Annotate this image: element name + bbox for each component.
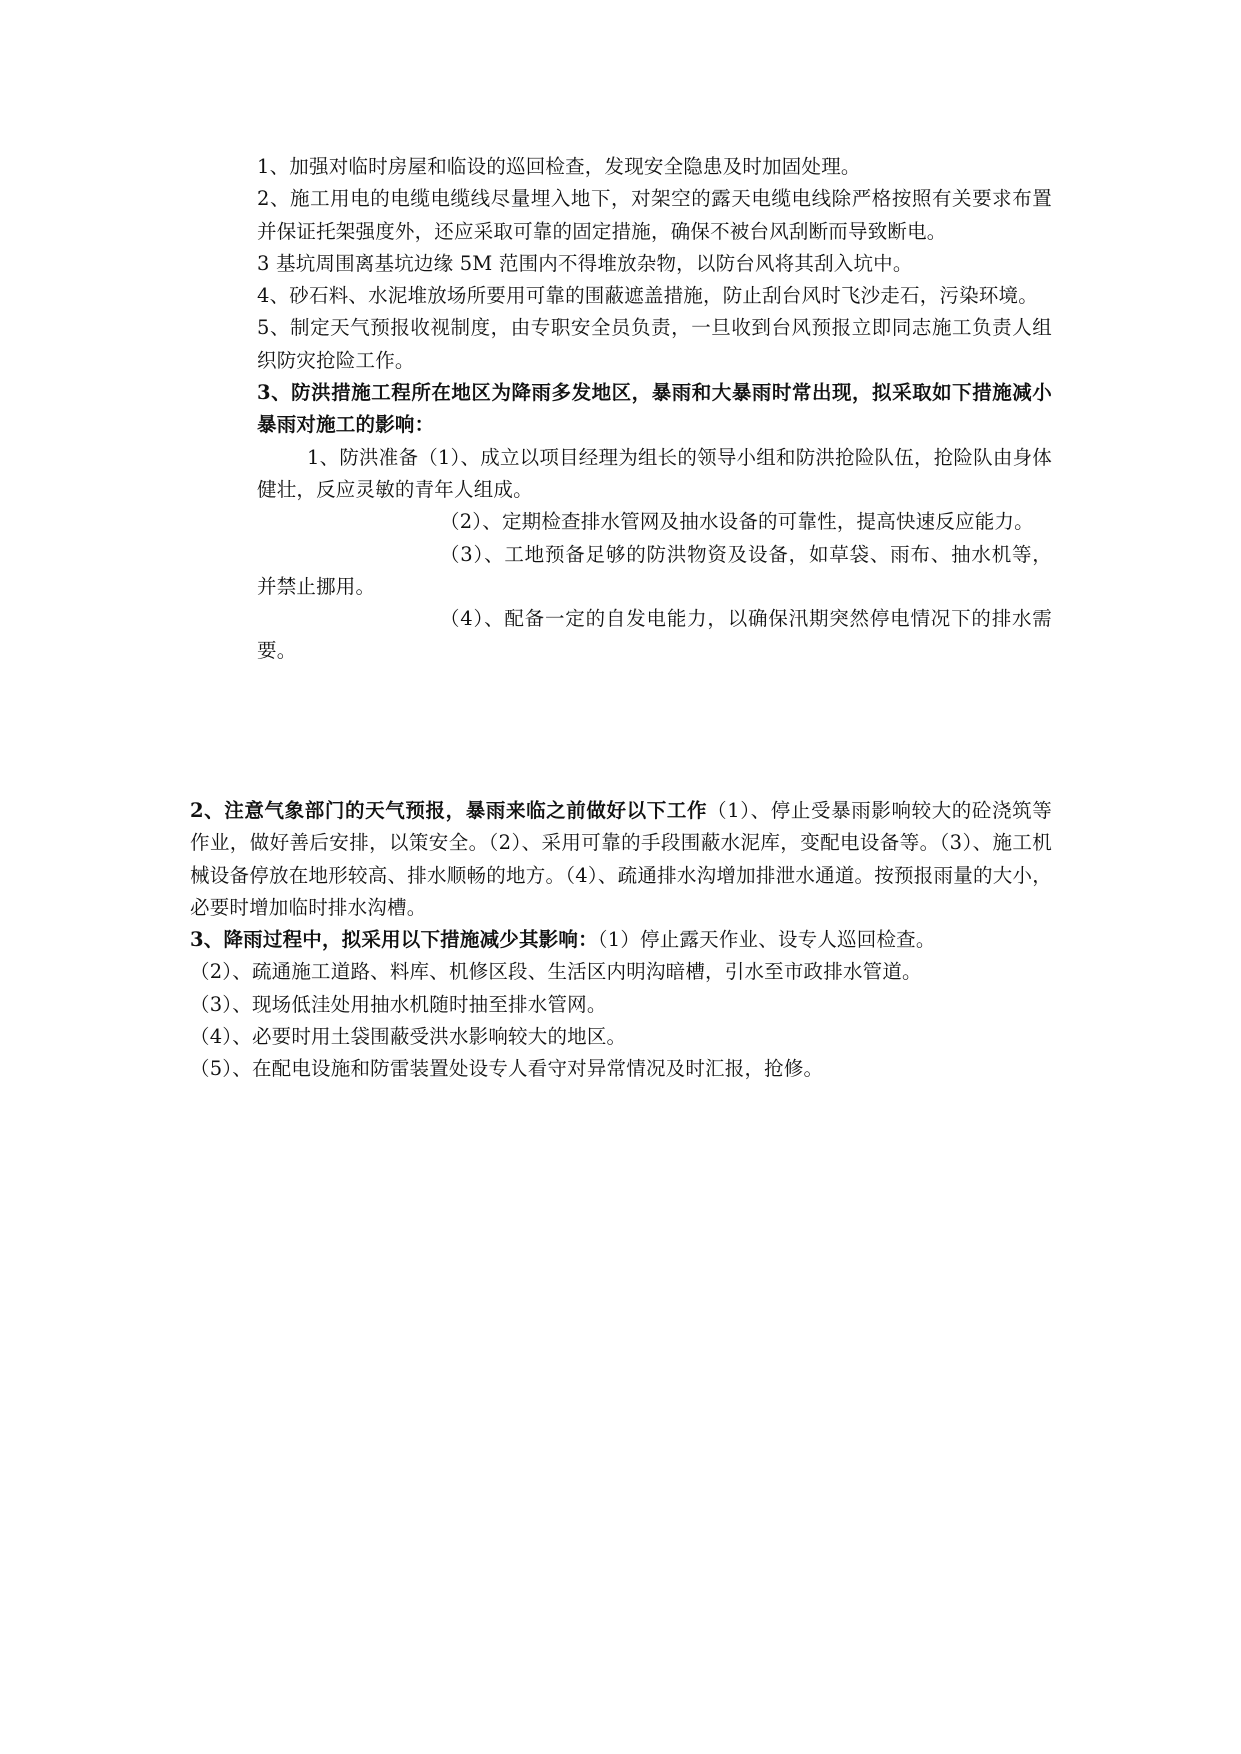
typhoon-item-4: 4、砂石料、水泥堆放场所要用可靠的围蔽遮盖措施，防止刮台风时飞沙走石，污染环境。 [257,284,1038,308]
before-rain-paragraph [190,795,1052,924]
flood-prep-item-1: 1、防洪准备（1）、成立以项目经理为组长的领导小组和防洪抢险队伍，抢险队由身体健壮，反应灵敏的青年人组成。 [257,445,1052,501]
typhoon-and-flood-section [257,151,1052,668]
rain-measures-section [190,795,1052,1086]
during-rain-paragraph [190,924,1052,956]
flood-heading: 3、防洪措施工程所在地区为降雨多发地区，暴雨和大暴雨时常出现，拟采取如下措施减小暴雨对施工的影响： [257,381,1052,437]
typhoon-item-1: 1、加强对临时房屋和临设的巡回检查，发现安全隐患及时加固处理。 [257,155,861,178]
typhoon-item-3: 3 基坑周围离基坑边缘 5M 范围内不得堆放杂物，以防台风将其刮入坑中。 [257,251,913,275]
during-rain-lead: 3、降雨过程中，拟采用以下措施减少其影响： [190,928,598,952]
during-rain-item-3: （3）、现场低洼处用抽水机随时抽至排水管网。 [190,992,607,1016]
before-rain-lead: 2、注意气象部门的天气预报，暴雨来临之前做好以下工作 [190,799,708,822]
flood-prep-item-3: （3）、工地预备足够的防洪物资及设备，如草袋、雨布、抽水机等，并禁止挪用。 [257,542,1052,598]
during-rain-text: （1）停止露天作业、设专人巡回检查。 [597,928,936,952]
during-rain-item-2: （2）、疏通施工道路、料库、机修区段、生活区内明沟暗槽，引水至市政排水管道。 [190,960,922,984]
typhoon-item-2: 2、施工用电的电缆电缆线尽量埋入地下，对架空的露天电缆电线除严格按照有关要求布置并保证托架强度外，还应采取可靠的固定措施，确保不被台风刮断而导致断电。 [257,187,1052,243]
typhoon-item-5: 5、制定天气预报收视制度，由专职安全员负责，一旦收到台风预报立即同志施工负责人组织防灾抢险工作。 [257,316,1052,372]
during-rain-item-5: （5）、在配电设施和防雷装置处设专人看守对异常情况及时汇报，抢修。 [190,1057,824,1081]
flood-prep-item-2: （2）、定期检查排水管网及抽水设备的可靠性，提高快速反应能力。 [440,510,1034,534]
during-rain-item-4: （4）、必要时用土袋围蔽受洪水影响较大的地区。 [190,1025,627,1049]
before-rain-text: （1）、停止受暴雨影响较大的砼浇筑等作业，做好善后安排，以策安全。（2）、采用可靠的手段围蔽水泥库，变配电设备等。（3）、施工机械设备停放在地形较高、排水顺畅的地方。（4）、疏通排水沟增加排泄水通道。按预报雨量的大小，必要时增加临时排水沟槽。 [190,799,1052,919]
flood-prep-item-4: （4）、配备一定的自发电能力，以确保汛期突然停电情况下的排水需要。 [257,607,1052,663]
